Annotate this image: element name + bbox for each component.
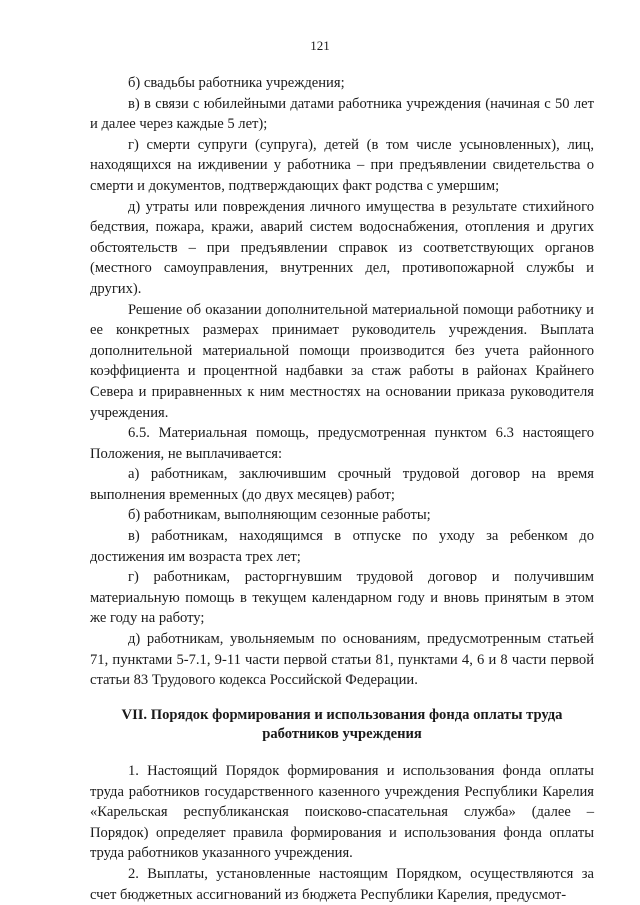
paragraph-clause-6-5: 6.5. Материальная помощь, предусмотренная пунктом 6.3 настоящего Положения, не выплачивается:	[90, 425, 594, 462]
page-content	[90, 73, 594, 905]
page-number: 121	[310, 38, 330, 53]
paragraph-exception-a: а) работникам, заключившим срочный трудовой договор на время выполнения временных (до двух месяцев) работ;	[90, 466, 594, 503]
paragraph-section-7-item-2: 2. Выплаты, установленные настоящим Порядком, осуществляются за счет бюджетных ассигнований из бюджета Республики Карелия, предусмот-	[90, 865, 594, 903]
paragraph-exception-g: г) работникам, расторгнувшим трудовой договор и получившим материальную помощь в текущем календарном году и вновь принятым в этом же году на работу;	[90, 569, 594, 627]
paragraph-anniversary: в) в связи с юбилейными датами работника учреждения (начиная с 50 лет и далее через каждые 5 лет);	[90, 95, 594, 133]
paragraph-additional-aid-decision: Решение об оказании дополнительной материальной помощи работнику и ее конкретных размерах принимает руководитель учреждения. Выплата дополнительной материальной помощи производится без учета районного коэффициента и процентной надбавки за стаж работы в районах Крайнего Севера и приравненных к ним местностях на основании приказа руководителя учреждения.	[90, 301, 594, 421]
paragraph-exception-d: д) работникам, увольняемым по основаниям, предусмотренным статьей 71, пунктами 5-7.1, 9-11 части первой статьи 81, пунктами 4, 6 и 8 части первой статьи 83 Трудового кодекса Российской Федерации.	[90, 631, 594, 689]
paragraph-wedding: б) свадьбы работника учреждения;	[128, 75, 345, 91]
paragraph-exception-v: в) работникам, находящимся в отпуске по уходу за ребенком до достижения им возраста трех лет;	[90, 528, 594, 565]
section-heading: VII. Порядок формирования и использования фонда оплаты труда работников учреждения	[121, 706, 563, 743]
paragraph-exception-b: б) работникам, выполняющим сезонные работы;	[128, 507, 431, 524]
paragraph-death-of-relative: г) смерти супруги (супруга), детей (в том числе усыновленных), лиц, находящихся на иждивении у работника – при предъявлении свидетельства о смерти и документов, подтверждающих факт родства с умершим;	[90, 136, 594, 194]
paragraph-section-7-item-1: 1. Настоящий Порядок формирования и использования фонда оплаты труда работников государственного казенного учреждения Республики Карелия «Карельская республиканская поисково-спасательная служба» (далее – Порядок) определяет правила формирования и использования фонда оплаты труда работников указанного учреждения.	[90, 763, 594, 862]
paragraph-property-loss: д) утраты или повреждения личного имущества в результате стихийного бедствия, пожара, кражи, аварий систем водоснабжения, отопления и других обстоятельств – при предъявлении справок из соответствующих органов (местного самоуправления, внутренних дел, противопожарной службы и других).	[90, 198, 594, 297]
